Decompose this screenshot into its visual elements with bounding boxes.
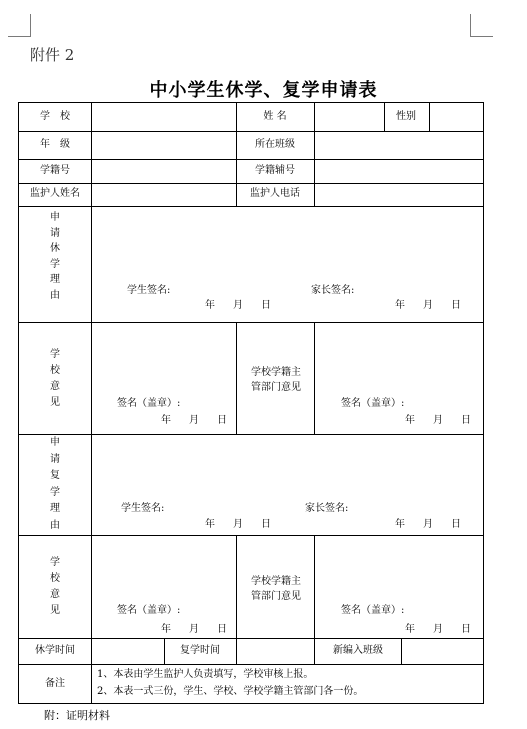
col-divider bbox=[91, 664, 92, 703]
class-label: 所在班级 bbox=[255, 139, 295, 150]
school-input[interactable] bbox=[92, 103, 236, 131]
leave-student-signature: 学生签名: bbox=[127, 285, 171, 296]
student-id-aux-input[interactable] bbox=[315, 160, 483, 183]
date-month: 月 bbox=[233, 300, 243, 311]
date-year: 年 bbox=[205, 519, 215, 530]
name-label: 姓 名 bbox=[263, 111, 287, 122]
return-dept-sign-stamp: 签名（盖章）: bbox=[341, 605, 405, 616]
date-month: 月 bbox=[423, 300, 433, 311]
class-input[interactable] bbox=[315, 132, 483, 159]
date-year: 年 bbox=[205, 300, 215, 311]
return-school-opinion-label: 学校意见 bbox=[50, 557, 60, 616]
return-parent-signature: 家长签名: bbox=[305, 503, 349, 514]
leave-dept-sign-stamp: 签名（盖章）: bbox=[341, 398, 405, 409]
notes-line-2: 2、本表一式三份，学生、学校、学校学籍主管部门各一份。 bbox=[97, 686, 364, 697]
notes-line-1: 1、本表由学生监护人负责填写，学校审核上报。 bbox=[97, 669, 314, 680]
date-year: 年 bbox=[161, 415, 171, 426]
gender-label: 性别 bbox=[396, 111, 416, 122]
crop-mark-top-left bbox=[8, 14, 31, 37]
student-id-label: 学籍号 bbox=[40, 165, 70, 176]
return-time-input[interactable] bbox=[237, 639, 314, 664]
name-input[interactable] bbox=[315, 103, 384, 131]
date-day: 日 bbox=[217, 415, 227, 426]
date-month: 月 bbox=[189, 415, 199, 426]
grade-label: 年 级 bbox=[40, 139, 70, 150]
date-year: 年 bbox=[395, 519, 405, 530]
date-month: 月 bbox=[189, 624, 199, 635]
date-year: 年 bbox=[161, 624, 171, 635]
date-month: 月 bbox=[433, 624, 443, 635]
return-registry-dept-label: 学校学籍主管部门意见 bbox=[251, 576, 301, 602]
col-divider bbox=[236, 103, 237, 206]
guardian-phone-label: 监护人电话 bbox=[250, 188, 300, 199]
date-day: 日 bbox=[217, 624, 227, 635]
student-id-input[interactable] bbox=[92, 160, 236, 183]
date-year: 年 bbox=[405, 624, 415, 635]
date-day: 日 bbox=[461, 624, 471, 635]
new-class-label: 新编入班级 bbox=[333, 645, 383, 656]
row-divider bbox=[19, 322, 483, 323]
date-year: 年 bbox=[405, 415, 415, 426]
row-divider bbox=[19, 664, 483, 665]
application-form-table bbox=[18, 102, 484, 704]
date-day: 日 bbox=[261, 519, 271, 530]
return-time-label: 复学时间 bbox=[180, 645, 220, 656]
return-reason-label: 申请复学理由 bbox=[50, 437, 60, 531]
attachment-label: 附件 2 bbox=[30, 46, 75, 64]
row-divider bbox=[19, 206, 483, 207]
notes-label: 备注 bbox=[45, 678, 65, 689]
gender-input[interactable] bbox=[430, 103, 483, 131]
leave-time-input[interactable] bbox=[92, 639, 164, 664]
grade-input[interactable] bbox=[92, 132, 236, 159]
date-day: 日 bbox=[261, 300, 271, 311]
footer-attachment-note: 附：证明材料 bbox=[44, 709, 110, 722]
col-divider bbox=[164, 638, 165, 664]
leave-registry-dept-label: 学校学籍主管部门意见 bbox=[251, 367, 301, 393]
row-divider bbox=[19, 535, 483, 536]
crop-mark-top-right bbox=[470, 14, 493, 37]
leave-school-opinion-label: 学校意见 bbox=[50, 349, 60, 408]
leave-time-label: 休学时间 bbox=[35, 645, 75, 656]
col-divider bbox=[384, 103, 385, 131]
guardian-phone-input[interactable] bbox=[315, 184, 483, 206]
return-student-signature: 学生签名: bbox=[121, 503, 165, 514]
return-school-sign-stamp: 签名（盖章）: bbox=[117, 605, 181, 616]
date-month: 月 bbox=[233, 519, 243, 530]
date-month: 月 bbox=[423, 519, 433, 530]
leave-parent-signature: 家长签名: bbox=[311, 285, 355, 296]
date-day: 日 bbox=[451, 519, 461, 530]
guardian-name-label: 监护人姓名 bbox=[30, 188, 80, 199]
new-class-input[interactable] bbox=[402, 639, 483, 664]
date-year: 年 bbox=[395, 300, 405, 311]
col-divider bbox=[314, 535, 315, 664]
guardian-name-input[interactable] bbox=[92, 184, 236, 206]
leave-school-sign-stamp: 签名（盖章）: bbox=[117, 398, 181, 409]
school-label: 学 校 bbox=[40, 111, 70, 122]
col-divider bbox=[314, 322, 315, 434]
date-month: 月 bbox=[433, 415, 443, 426]
form-title: 中小学生休学、复学申请表 bbox=[149, 80, 378, 101]
row-divider bbox=[19, 434, 483, 435]
col-divider bbox=[236, 322, 237, 434]
student-id-aux-label: 学籍辅号 bbox=[255, 165, 295, 176]
date-day: 日 bbox=[461, 415, 471, 426]
date-day: 日 bbox=[451, 300, 461, 311]
leave-reason-label: 申请休学理由 bbox=[50, 212, 60, 301]
